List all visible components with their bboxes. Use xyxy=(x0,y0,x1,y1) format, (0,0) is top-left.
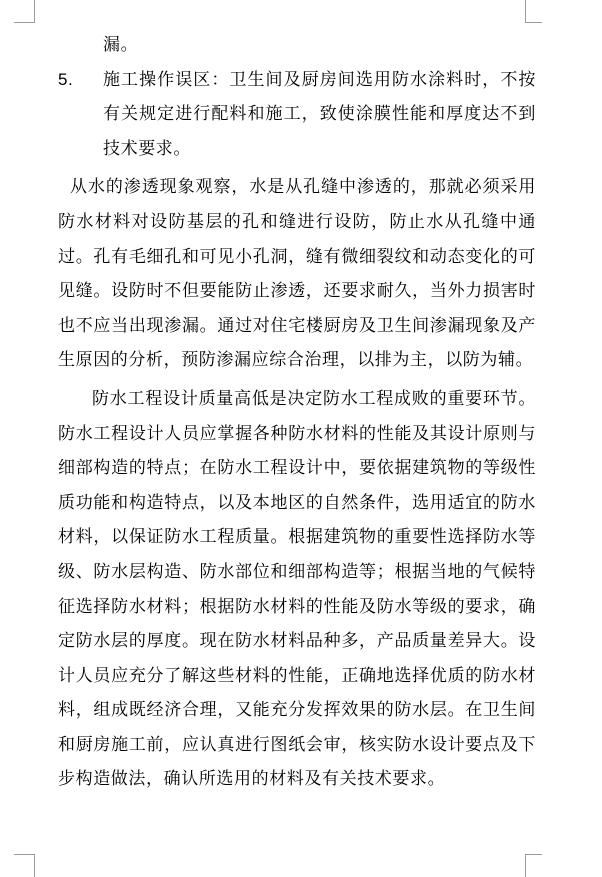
document-body xyxy=(58,28,536,797)
list-item-5 xyxy=(58,63,536,167)
list-number: 5. xyxy=(58,69,74,89)
crop-mark-top-left xyxy=(14,0,35,23)
crop-mark-bottom-left xyxy=(14,854,35,877)
paragraph-2: 防水工程设计质量高低是决定防水工程成败的重要环节。防水工程设计人员应掌握各种防水材料的性能及其设计原则与细部构造的特点；在防水工程设计中，要依据建筑物的等级性质功能和构造特点，以及本地区的自然条件，选用适宜的防水材料，以保证防水工程质量。根据建筑物的重要性选择防水等级、防水层构造、防水部位和细部构造等；根据当地的气候特征选择防水材料；根据防水材料的性能及防水等级的要求，确定防水层的厚度。现在防水材料品种多，产品质量差异大。设计人员应充分了解这些材料的性能，正确地选择优质的防水材料，组成既经济合理，又能充分发挥效果的防水层。在卫生间和厨房施工前，应认真进行图纸会审，核实防水设计要点及下步构造做法，确认所选用的材料及有关技术要求。 xyxy=(58,388,536,790)
crop-mark-top-right xyxy=(525,0,542,23)
paragraph-1: 从水的渗透现象观察，水是从孔缝中渗透的，那就必须采用防水材料对设防基层的孔和缝进行设防，防止水从孔缝中通过。孔有毛细孔和可见小孔洞，缝有微细裂纹和动态变化的可见缝。设防时不但要能防止渗透，还要求耐久，当外力损害时也不应当出现渗漏。通过对住宅楼厨房及卫生间渗漏现象及产生原因的分析，预防渗漏应综合治理，以排为主，以防为辅。 xyxy=(58,177,536,371)
list-item-text: 施工操作误区：卫生间及厨房间选用防水涂料时，不按有关规定进行配料和施工，致使涂膜性能和厚度达不到技术要求。 xyxy=(103,69,536,159)
crop-mark-bottom-right xyxy=(525,854,542,877)
list-continuation: 漏。 xyxy=(103,35,139,55)
